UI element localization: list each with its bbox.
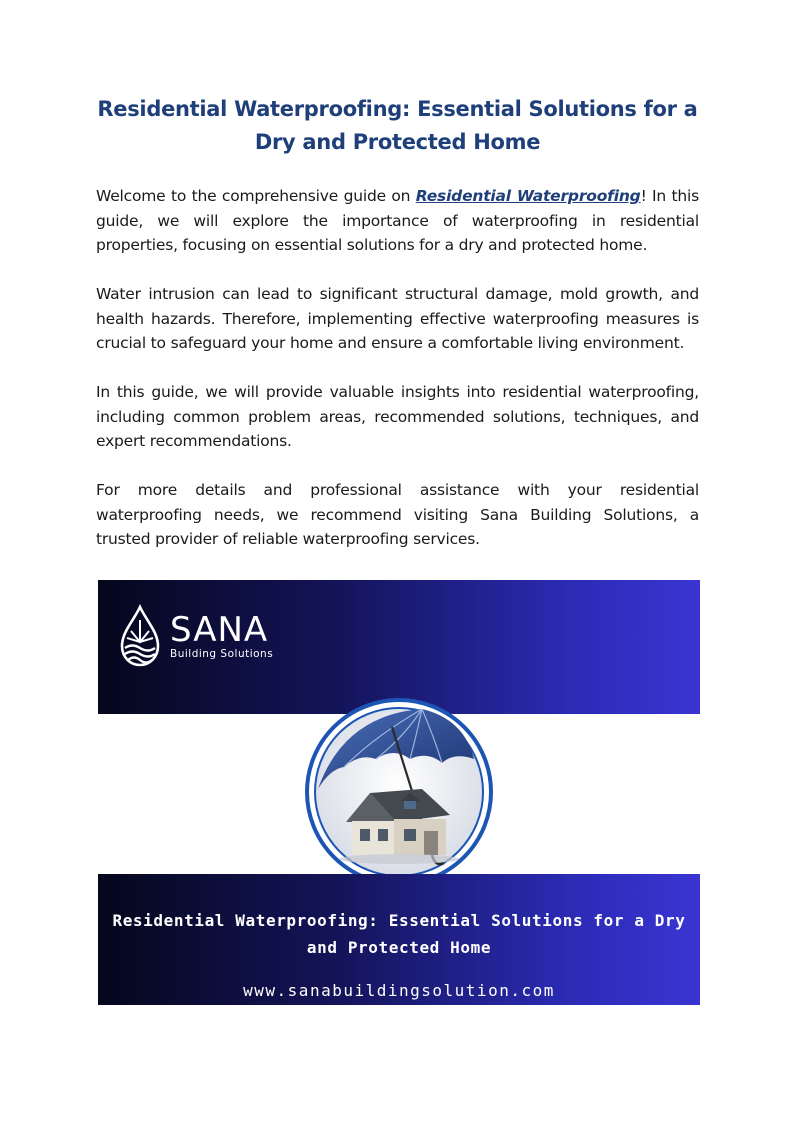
brand-subtitle: Building Solutions xyxy=(170,648,274,660)
intro-text-before: Welcome to the comprehensive guide on xyxy=(96,187,416,205)
paragraph-insights: In this guide, we will provide valuable insights into residential waterproofing, including common problem areas, recommended solutions, techniques, and expert recommendations. xyxy=(96,383,699,450)
banner-title: Residential Waterproofing: Essential Solutions for a Dry and Protected Home xyxy=(112,911,686,957)
intro-paragraph xyxy=(96,184,699,258)
website-url[interactable]: www.sanabuildingsolution.com xyxy=(243,981,555,1000)
paragraph-more-details: For more details and professional assistance with your residential waterproofing needs, we recommend visiting Sana Building Solutions, a trusted provider of reliable waterproofing services. xyxy=(96,481,699,548)
residential-waterproofing-link[interactable]: Residential Waterproofing xyxy=(415,187,641,205)
brand-logo xyxy=(118,604,273,668)
intro-text-after: ! In this guide, we will explore the importance of waterproofing in residential properties, focusing on essential solutions for a dry and protected home. xyxy=(96,187,699,254)
brand-name: SANA xyxy=(170,610,269,650)
banner-top xyxy=(98,580,700,714)
paragraph-water-intrusion: Water intrusion can lead to significant structural damage, mold growth, and health hazards. Therefore, implementing effective waterproofing measures is crucial to safeguard your home and ensure a comfortable living environment. xyxy=(96,285,699,352)
water-drop-logo-icon xyxy=(118,604,162,668)
umbrella-house-illustration xyxy=(304,697,494,887)
banner-bottom xyxy=(98,874,700,1005)
page-title: Residential Waterproofing: Essential Solutions for a Dry and Protected Home xyxy=(97,97,698,154)
